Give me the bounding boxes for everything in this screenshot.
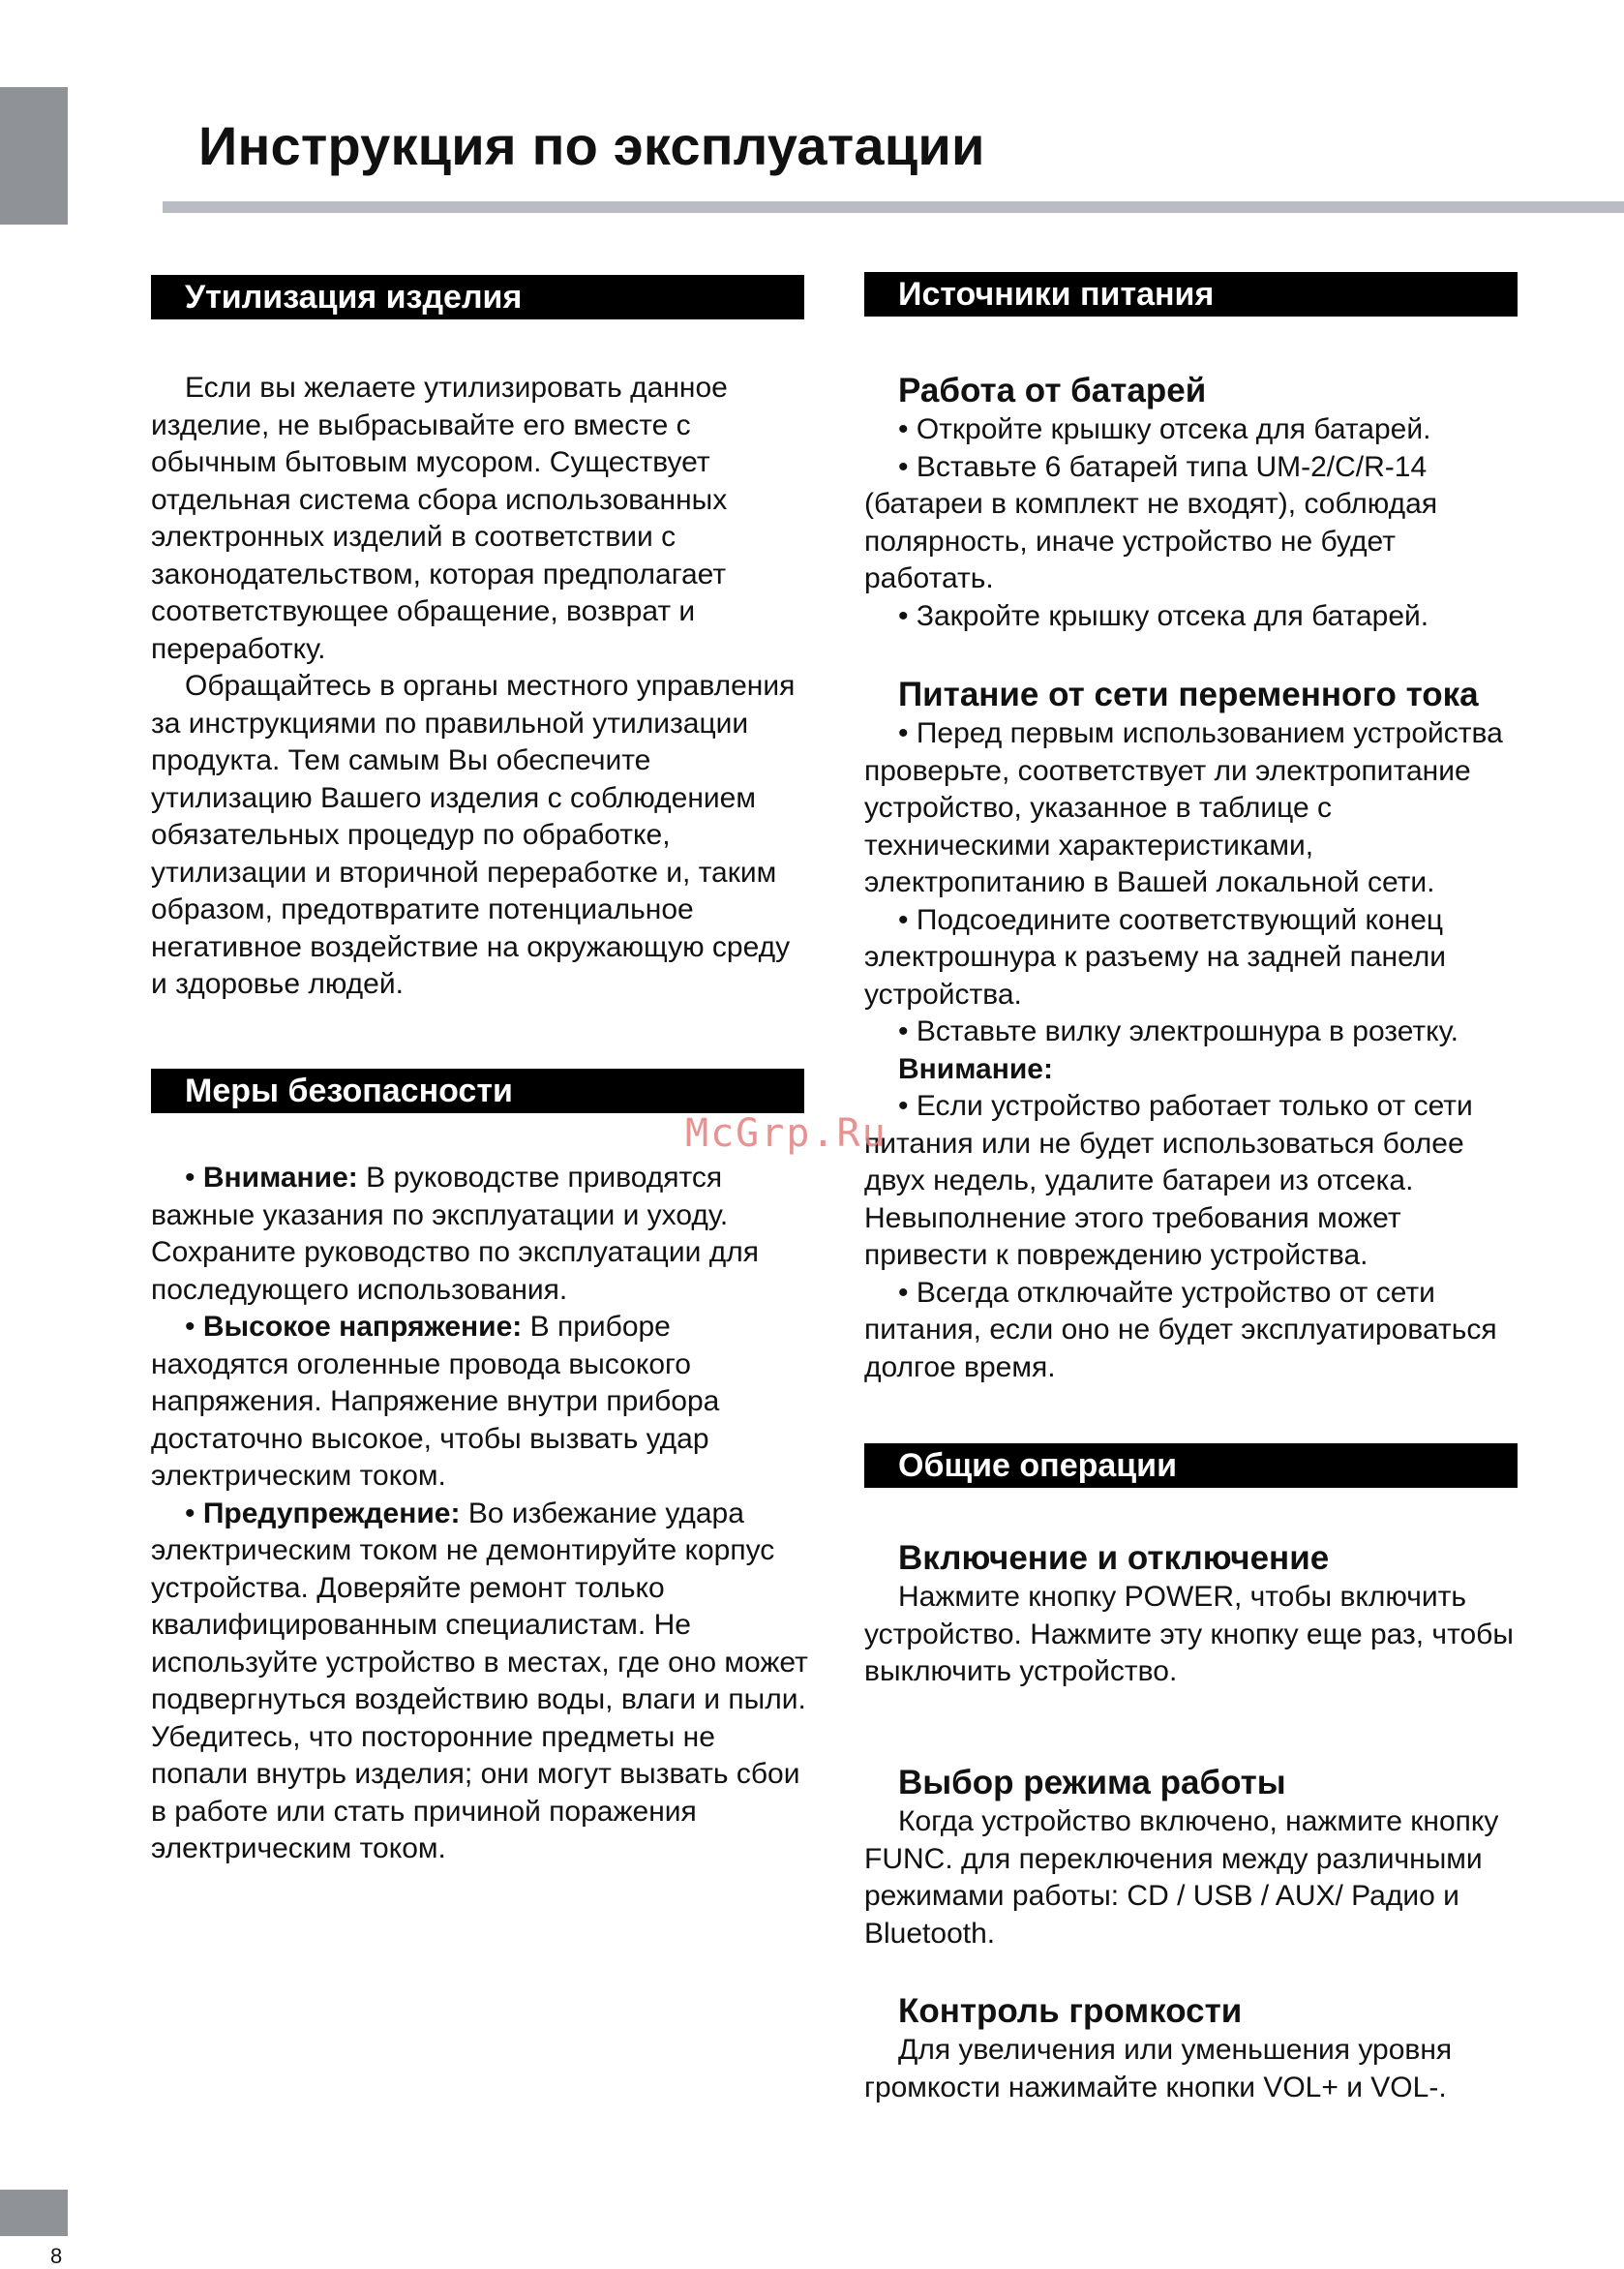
mode-text: [864, 1803, 1522, 1952]
paragraph: Для увеличения или уменьшения уровня громкости нажимайте кнопки VOL+ и VOL-.: [864, 2034, 1453, 2103]
item-text: В приборе находятся оголенные провода высокого напряжения. Напряжение внутри прибора достаточно высокое, чтобы вызвать удар электрическим током.: [151, 1311, 720, 1492]
subheading-battery: Работа от батарей: [898, 372, 1207, 409]
page-number: 8: [50, 2244, 63, 2268]
subheading-volume: Контроль громкости: [898, 1992, 1243, 2030]
list-item: • Закройте крышку отсека для батарей.: [898, 599, 1429, 632]
list-item: • Внимание: В руководстве приводятся важные указания по эксплуатации и уходу. Сохраните руководство по эксплуатации для последующего использования.: [151, 1162, 759, 1306]
item-text: Во избежание удара электрическим током не демонтируйте корпус устройства. Доверяйте ремонт только квалифицированным специалистам. Не используйте устройство в местах, где оно может подвергнуться воздействию воды, влаги и пыли. Убедитесь, что посторонние предметы не попали внутрь изделия; они могут вызвать сбои в работе или стать причиной поражения электрическим током.: [151, 1497, 808, 1864]
paragraph: Обращайтесь в органы местного управления за инструкциями по правильной утилизации продукта. Тем самым Вы обеспечите утилизацию Вашего изделия с соблюдением обязательных процедур по обработке, утилизации и вторичной переработке и, таким образом, предотвратите потенциальное негативное воздействие на окружающую среду и здоровье людей.: [151, 670, 796, 1000]
item-text: Откройте крышку отсека для батарей.: [916, 413, 1431, 445]
subheading-ac-power: Питание от сети переменного тока: [898, 676, 1479, 713]
watermark: McGrp.Ru: [685, 1111, 887, 1156]
section-header-utilization: Утилизация изделия: [151, 275, 804, 319]
paragraph: Нажмите кнопку POWER, чтобы включить устройство. Нажмите эту кнопку еще раз, чтобы выключить устройство.: [864, 1581, 1514, 1687]
section-header-general: Общие операции: [864, 1443, 1518, 1488]
subheading-onoff: Включение и отключение: [898, 1539, 1330, 1577]
onoff-text: [864, 1579, 1522, 1691]
ac-power-text: [864, 715, 1522, 1386]
list-item: • Вставьте 6 батарей типа UM-2/C/R-14 (батареи в комплект не входят), соблюдая полярность, иначе устройство не будет работать.: [864, 450, 1438, 594]
list-item: • Вставьте вилку электрошнура в розетку.: [898, 1015, 1459, 1047]
volume-text: [864, 2032, 1522, 2106]
item-text: Всегда отключайте устройство от сети питания, если оно не будет эксплуатироваться долгое время.: [864, 1276, 1497, 1383]
item-label: Предупреждение:: [202, 1497, 461, 1529]
paragraph: Когда устройство включено, нажмите кнопку FUNC. для переключения между различными режимами работы: CD / USB / AUX/ Радио и Bluetooth.: [864, 1805, 1499, 1950]
item-text: В руководстве приводятся важные указания по эксплуатации и уходу. Сохраните руководство по эксплуатации для последующего использования.: [151, 1162, 759, 1306]
item-text: Подсоедините соответствующий конец электрошнура к разъему на задней панели устройства.: [864, 903, 1447, 1011]
item-text: Если устройство работает только от сети питания или не будет использоваться более двух недель, удалите батареи из отсека. Невыполнение этого требования может привести к повреждению устройства.: [864, 1090, 1473, 1271]
item-text: Перед первым использованием устройства проверьте, соответствует ли электропитание устройство, указанное в таблице с техническими характеристиками, электропитанию в Вашей локальной сети.: [864, 717, 1503, 898]
list-item: • Предупреждение: Во избежание удара электрическим током не демонтируйте корпус устройства. Доверяйте ремонт только квалифицированным специалистам. Не используйте устройство в местах, где оно может подвергнуться воздействию воды, влаги и пыли. Убедитесь, что посторонние предметы не попали внутрь изделия; они могут вызвать сбои в работе или стать причиной поражения электрическим током.: [151, 1497, 808, 1864]
list-item: • Всегда отключайте устройство от сети питания, если оно не будет эксплуатироваться долгое время.: [864, 1276, 1497, 1383]
list-item: • Высокое напряжение: В приборе находятся оголенные провода высокого напряжения. Напряжение внутри прибора достаточно высокое, чтобы вызвать удар электрическим током.: [151, 1311, 720, 1492]
utilization-text: [151, 370, 809, 1004]
item-text: Закройте крышку отсека для батарей.: [916, 599, 1429, 632]
item-label: Внимание:: [202, 1162, 358, 1194]
section-header-safety: Меры безопасности: [151, 1069, 804, 1113]
side-tab-marker: [0, 87, 68, 225]
battery-text: [864, 411, 1522, 635]
list-item: • Откройте крышку отсека для батарей.: [898, 413, 1431, 445]
item-label: Высокое напряжение:: [202, 1311, 523, 1343]
page-title: Инструкция по эксплуатации: [198, 115, 985, 176]
bottom-tab-marker: [0, 2190, 68, 2236]
list-item: • Подсоедините соответствующий конец электрошнура к разъему на задней панели устройства.: [864, 903, 1447, 1011]
subheading-mode: Выбор режима работы: [898, 1764, 1286, 1801]
safety-text: [151, 1160, 809, 1868]
list-item: • Если устройство работает только от сети питания или не будет использоваться более двух недель, удалите батареи из отсека. Невыполнение этого требования может привести к повреждению устройства.: [864, 1090, 1473, 1271]
paragraph: Если вы желаете утилизировать данное изделие, не выбрасывайте его вместе с обычным бытовым мусором. Существует отдельная система сбора использованных электронных изделий в соответствии с законодательством, которая предполагает соответствующее обращение, возврат и переработку.: [151, 372, 728, 665]
title-divider: [163, 201, 1624, 213]
warning-label: Внимание:: [898, 1052, 1053, 1085]
section-header-power: Источники питания: [864, 272, 1518, 317]
item-text: Вставьте вилку электрошнура в розетку.: [916, 1015, 1459, 1047]
item-text: Вставьте 6 батарей типа UM-2/C/R-14 (батареи в комплект не входят), соблюдая полярность, иначе устройство не будет работать.: [864, 450, 1438, 594]
list-item: • Перед первым использованием устройства проверьте, соответствует ли электропитание устройство, указанное в таблице с техническими характеристиками, электропитанию в Вашей локальной сети.: [864, 717, 1503, 898]
